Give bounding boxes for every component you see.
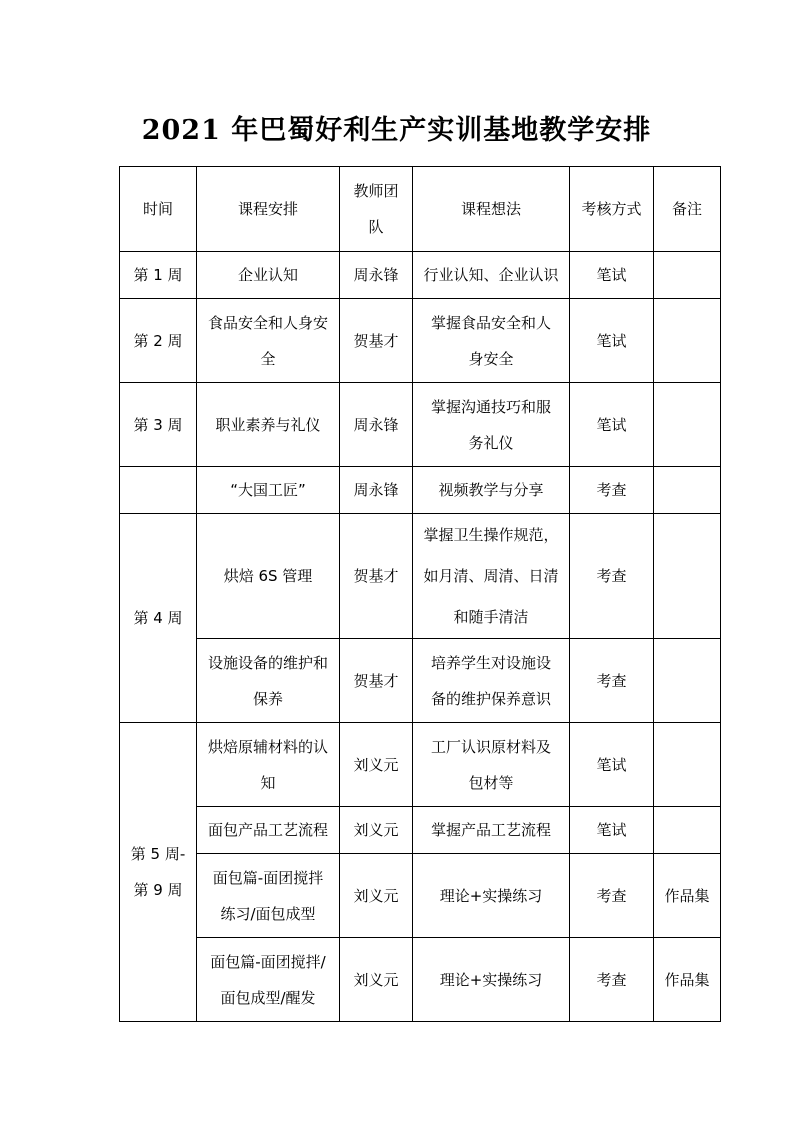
cell-remarks xyxy=(654,807,721,854)
cell-idea: 掌握食品安全和人 身安全 xyxy=(413,299,570,383)
cell-idea: 培养学生对设施设 备的维护保养意识 xyxy=(413,639,570,723)
cell-course: 设施设备的维护和 保养 xyxy=(197,639,340,723)
cell-teacher: 周永锋 xyxy=(340,383,413,467)
table-row xyxy=(120,299,721,383)
cell-remarks: 作品集 xyxy=(654,854,721,938)
cell-idea: 行业认知、企业认识 xyxy=(413,252,570,299)
cell-idea: 掌握产品工艺流程 xyxy=(413,807,570,854)
table-row xyxy=(120,252,721,299)
header-time: 时间 xyxy=(120,167,197,252)
cell-time: 第 4 周 xyxy=(120,514,197,723)
cell-teacher: 刘义元 xyxy=(340,723,413,807)
cell-idea: 工厂认识原材料及 包材等 xyxy=(413,723,570,807)
cell-assessment: 笔试 xyxy=(570,807,654,854)
cell-course: “大国工匠” xyxy=(197,467,340,514)
page-title: 2021 年巴蜀好利生产实训基地教学安排 xyxy=(141,115,652,146)
cell-remarks xyxy=(654,639,721,723)
cell-assessment: 考查 xyxy=(570,938,654,1022)
cell-teacher: 周永锋 xyxy=(340,252,413,299)
cell-teacher: 贺基才 xyxy=(340,639,413,723)
cell-remarks xyxy=(654,723,721,807)
table-row xyxy=(120,807,721,854)
header-idea: 课程想法 xyxy=(413,167,570,252)
cell-idea: 掌握卫生操作规范， 如月清、周清、日清 和随手清洁 xyxy=(413,514,570,639)
cell-remarks xyxy=(654,299,721,383)
cell-remarks xyxy=(654,467,721,514)
schedule-table xyxy=(119,166,721,1022)
cell-time: 第 5 周- 第 9 周 xyxy=(120,723,197,1022)
cell-idea: 理论+实操练习 xyxy=(413,854,570,938)
cell-assessment: 笔试 xyxy=(570,723,654,807)
table-row xyxy=(120,639,721,723)
cell-course: 烘焙原辅材料的认 知 xyxy=(197,723,340,807)
header-remarks: 备注 xyxy=(654,167,721,252)
cell-time: 第 3 周 xyxy=(120,383,197,467)
cell-teacher: 刘义元 xyxy=(340,938,413,1022)
table-row xyxy=(120,854,721,938)
cell-time: 第 1 周 xyxy=(120,252,197,299)
cell-teacher: 刘义元 xyxy=(340,807,413,854)
table-row xyxy=(120,723,721,807)
header-course: 课程安排 xyxy=(197,167,340,252)
cell-teacher: 周永锋 xyxy=(340,467,413,514)
cell-course: 面包篇-面团搅拌/ 面包成型/醒发 xyxy=(197,938,340,1022)
table-row xyxy=(120,383,721,467)
cell-teacher: 刘义元 xyxy=(340,854,413,938)
cell-course: 烘焙 6S 管理 xyxy=(197,514,340,639)
table-row xyxy=(120,514,721,639)
header-assessment: 考核方式 xyxy=(570,167,654,252)
cell-remarks: 作品集 xyxy=(654,938,721,1022)
cell-course: 职业素养与礼仪 xyxy=(197,383,340,467)
cell-idea: 视频教学与分享 xyxy=(413,467,570,514)
cell-course: 企业认知 xyxy=(197,252,340,299)
cell-time xyxy=(120,467,197,514)
cell-assessment: 笔试 xyxy=(570,383,654,467)
cell-idea: 理论+实操练习 xyxy=(413,938,570,1022)
cell-teacher: 贺基才 xyxy=(340,514,413,639)
cell-assessment: 考查 xyxy=(570,467,654,514)
cell-teacher: 贺基才 xyxy=(340,299,413,383)
table-row xyxy=(120,938,721,1022)
cell-assessment: 考查 xyxy=(570,639,654,723)
cell-course: 食品安全和人身安 全 xyxy=(197,299,340,383)
cell-idea: 掌握沟通技巧和服 务礼仪 xyxy=(413,383,570,467)
table-row xyxy=(120,467,721,514)
cell-remarks xyxy=(654,383,721,467)
cell-remarks xyxy=(654,252,721,299)
header-row xyxy=(120,167,721,252)
cell-assessment: 考查 xyxy=(570,854,654,938)
cell-assessment: 笔试 xyxy=(570,252,654,299)
header-teacher: 教师团 队 xyxy=(340,167,413,252)
cell-course: 面包篇-面团搅拌 练习/面包成型 xyxy=(197,854,340,938)
cell-time: 第 2 周 xyxy=(120,299,197,383)
cell-remarks xyxy=(654,514,721,639)
cell-course: 面包产品工艺流程 xyxy=(197,807,340,854)
cell-assessment: 笔试 xyxy=(570,299,654,383)
cell-assessment: 考查 xyxy=(570,514,654,639)
